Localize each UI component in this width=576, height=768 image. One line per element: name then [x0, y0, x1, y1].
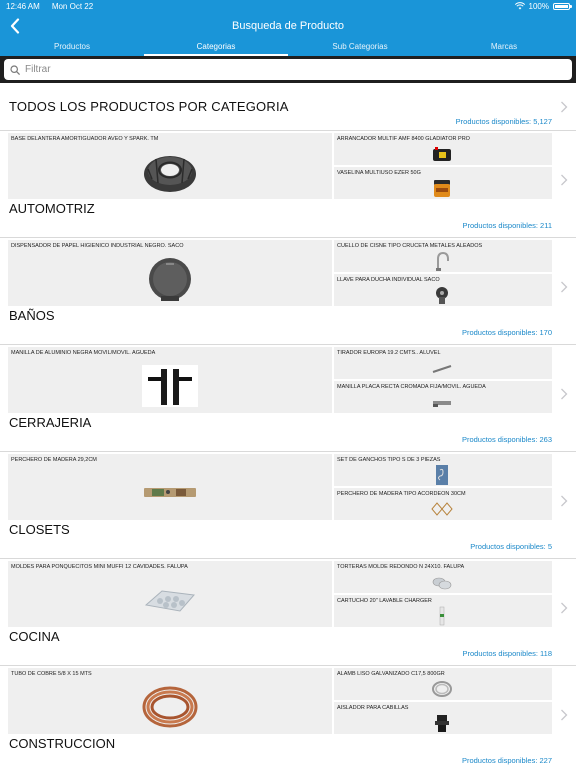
product-name: TORTERAS MOLDE REDONDO N 24X10. FALUPA [337, 564, 465, 570]
accordion-rack-image [431, 499, 453, 519]
product-card[interactable] [334, 668, 552, 700]
status-right [515, 2, 570, 11]
product-card[interactable] [334, 347, 552, 379]
navigation-bar [0, 12, 576, 40]
product-name: TUBO DE COBRE 5/8 X 15 MTS [11, 671, 92, 677]
product-name: ALAMB LISO GALVANIZADO C17,5 800GR [337, 671, 445, 677]
category-row-cocina[interactable] [0, 559, 576, 666]
back-button[interactable] [4, 14, 26, 38]
chrome-handle-image [431, 392, 453, 412]
product-name: PERCHERO DE MADERA TIPO ACORDEON 30CM [337, 491, 466, 497]
product-name: DISPENSADOR DE PAPEL HIGIENICO INDUSTRIAL NEGRO. SACO [11, 243, 184, 249]
wire-coil-image [431, 679, 453, 699]
shock-mount-image [142, 149, 198, 195]
category-title: CERRAJERIA [9, 415, 92, 430]
product-name: MANILLA PLACA RECTA CROMADA FIJA/MOVIL. AGUEDA [337, 384, 486, 390]
search-bar [0, 56, 576, 83]
product-name: VASELINA MULTIUSO EZER 50G [337, 170, 421, 176]
chevron-right-icon [560, 281, 568, 293]
product-card[interactable] [334, 133, 552, 165]
faucet-image [431, 251, 453, 271]
category-title: COCINA [9, 629, 60, 644]
page-title: Busqueda de Producto [232, 20, 344, 32]
search-input[interactable] [25, 64, 566, 75]
product-name: MANILLA DE ALUMINIO NEGRA MOVIL/MOVIL. AGUEDA [11, 350, 156, 356]
pull-handle-image [431, 358, 453, 378]
tab-productos[interactable]: Productos [53, 42, 91, 51]
insulator-image [431, 713, 453, 733]
chevron-right-icon [560, 602, 568, 614]
product-name: CUELLO DE CISNE TIPO CRUCETA METALES ALEADOS [337, 243, 483, 249]
battery-icon [553, 3, 570, 10]
category-title: CONSTRUCCION [9, 736, 116, 751]
battery-percent: 100% [528, 1, 549, 11]
tab-categorias[interactable]: Categorias [144, 40, 288, 56]
featured-product-card[interactable] [8, 133, 332, 199]
product-name: AISLADOR PARA CABILLAS [337, 705, 409, 711]
chevron-right-icon [560, 495, 568, 507]
s-hooks-image [431, 465, 453, 485]
category-available: Productos disponibles: 211 [462, 221, 552, 230]
product-card[interactable] [334, 167, 552, 199]
filter-cartridge-image [431, 606, 453, 626]
product-name: MOLDES PARA PONQUECITOS MINI MUFFI 12 CAVIDADES. FALUPA [11, 564, 188, 570]
category-row-cerrajeria[interactable] [0, 345, 576, 452]
wood-rack-image [142, 470, 198, 516]
product-name: SET DE GANCHOS TIPO S DE 3 PIEZAS [337, 457, 441, 463]
category-available: Productos disponibles: 170 [461, 328, 552, 337]
chevron-right-icon [560, 174, 568, 186]
product-card[interactable] [334, 274, 552, 306]
product-card[interactable] [334, 702, 552, 734]
product-card[interactable] [334, 488, 552, 520]
all-products-row[interactable] [0, 83, 576, 131]
vaseline-jar-image [431, 178, 453, 198]
status-bar [0, 0, 576, 12]
featured-product-card[interactable] [8, 668, 332, 734]
chevron-right-icon [560, 101, 568, 113]
category-row-banos[interactable] [0, 238, 576, 345]
product-card[interactable] [334, 561, 552, 593]
copper-tube-image [142, 684, 198, 730]
featured-product-card[interactable] [8, 240, 332, 306]
category-row-closets[interactable] [0, 452, 576, 559]
chevron-left-icon [10, 18, 20, 34]
shower-valve-image [431, 285, 453, 305]
muffin-tray-image [142, 577, 198, 623]
search-icon [10, 65, 20, 75]
product-name: TIRADOR EUROPA 19.2 CMTS.. ALUVEL [337, 350, 441, 356]
tab-sub-categorias[interactable]: Sub Categorias [332, 42, 388, 51]
product-card[interactable] [334, 381, 552, 413]
category-title: BAÑOS [9, 308, 55, 323]
category-row-construccion[interactable] [0, 666, 576, 768]
product-card[interactable] [334, 595, 552, 627]
search-field[interactable] [4, 59, 572, 80]
product-card[interactable] [334, 240, 552, 272]
product-name: CARTUCHO 20" LAVABLE CHARGER [337, 598, 432, 604]
cake-pans-image [431, 572, 453, 592]
category-available: Productos disponibles: 227 [461, 756, 552, 765]
product-name: ARRANCADOR MULTIF AMF 8400 GLADIATOR PRO [337, 136, 470, 142]
category-title: CLOSETS [9, 522, 70, 537]
product-name: PERCHERO DE MADERA 29,2CM [11, 457, 97, 463]
product-name: BASE DELANTERA AMORTIGUADOR AVEO Y SPARK. TM [11, 136, 159, 142]
tab-marcas[interactable]: Marcas [490, 42, 518, 51]
all-products-title: TODOS LOS PRODUCTOS POR CATEGORIA [9, 99, 289, 114]
category-available: Productos disponibles: 5 [470, 542, 552, 551]
product-card[interactable] [334, 454, 552, 486]
paper-dispenser-image [142, 256, 198, 302]
all-products-available: Productos disponibles: 5,127 [455, 117, 552, 126]
category-row-automotriz[interactable] [0, 131, 576, 238]
featured-product-card[interactable] [8, 454, 332, 520]
door-handle-image [142, 363, 198, 409]
category-available: Productos disponibles: 263 [461, 435, 552, 444]
status-date: Mon Oct 22 [51, 1, 94, 11]
segment-tabs [0, 40, 576, 56]
product-name: LLAVE PARA DUCHA INDIVIDUAL SACO [337, 277, 440, 283]
featured-product-card[interactable] [8, 347, 332, 413]
wifi-icon [515, 2, 525, 10]
category-available: Productos disponibles: 118 [462, 649, 552, 658]
category-list [0, 83, 576, 768]
featured-product-card[interactable] [8, 561, 332, 627]
chevron-right-icon [560, 709, 568, 721]
jump-starter-image [431, 144, 453, 164]
status-time: 12:46 AM [6, 1, 40, 11]
category-title: AUTOMOTRIZ [9, 201, 95, 216]
chevron-right-icon [560, 388, 568, 400]
